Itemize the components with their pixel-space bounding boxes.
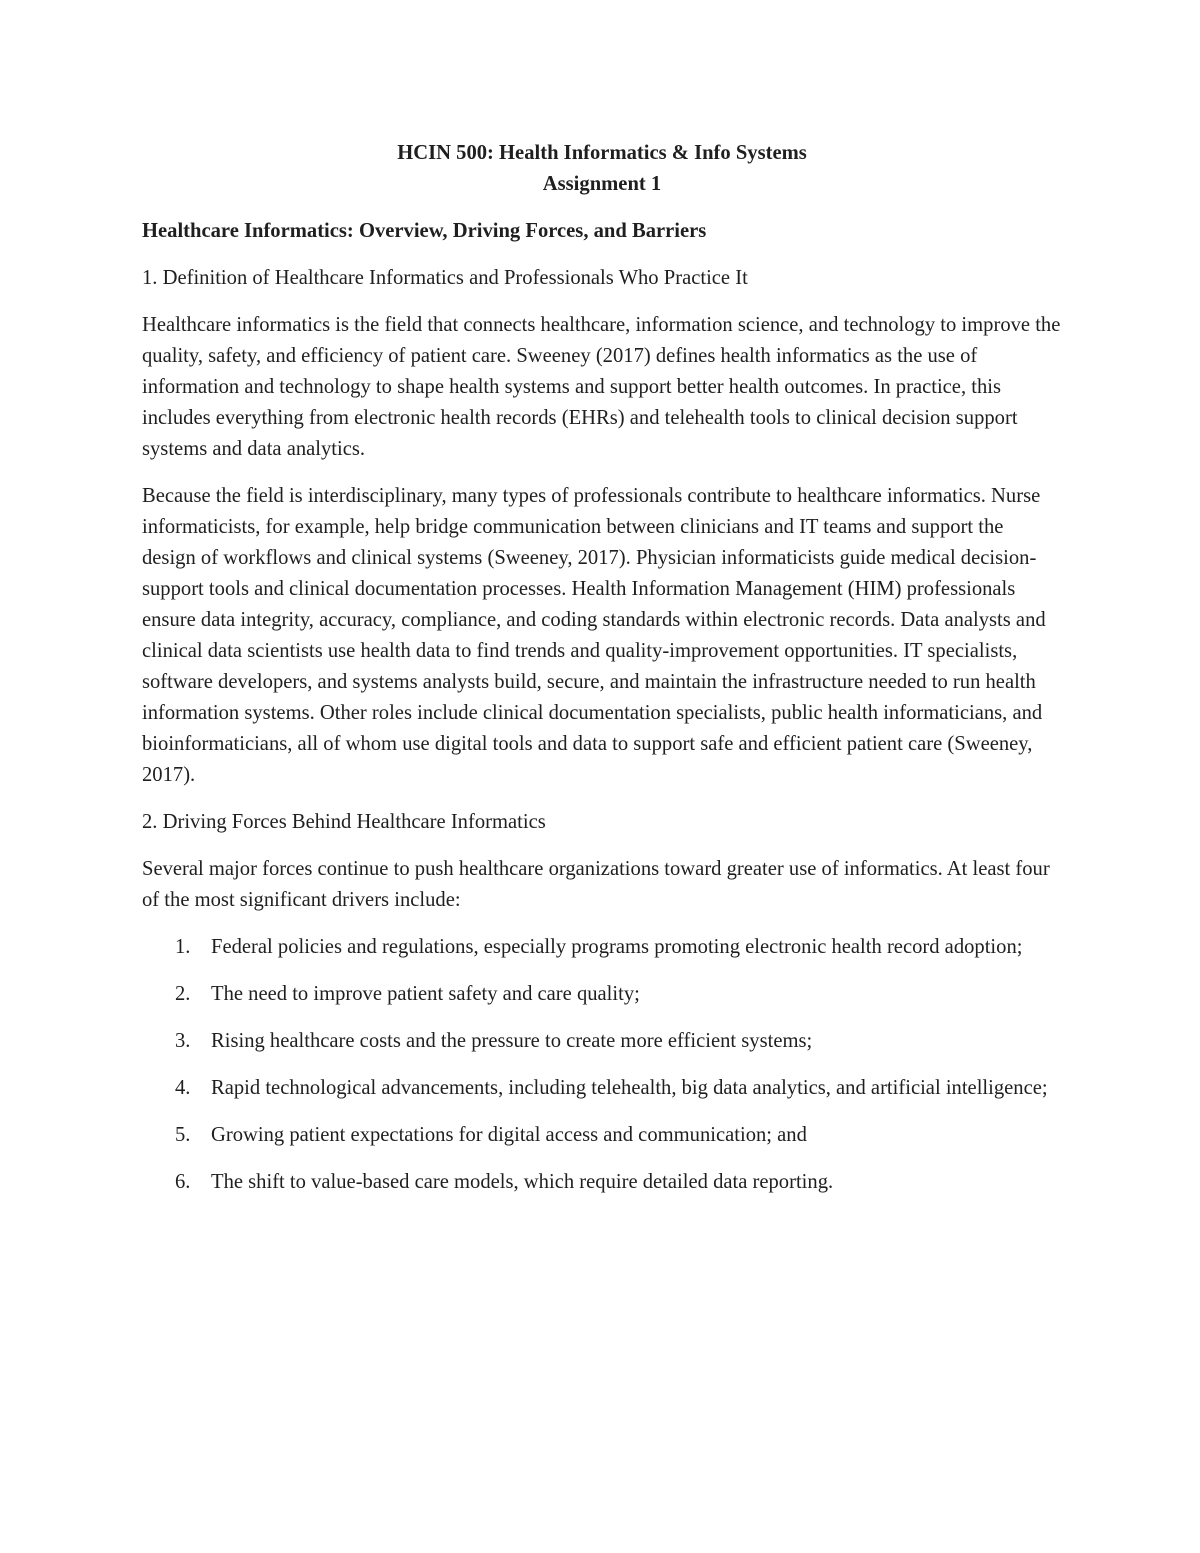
list-item-text: The need to improve patient safety and care quality; (211, 983, 640, 1005)
list-item (142, 932, 1062, 963)
section2-paragraph-1: Several major forces continue to push healthcare organizations toward greater use of informatics. At least four of the most significant drivers include: (142, 858, 1050, 911)
list-item-text: Growing patient expectations for digital access and communication; and (211, 1124, 807, 1146)
document-page (142, 138, 1062, 1214)
list-item (142, 1073, 1062, 1104)
course-title: HCIN 500: Health Informatics & Info Systems (397, 142, 807, 164)
drivers-list (142, 932, 1062, 1198)
list-item (142, 1120, 1062, 1151)
list-item-number: 4. (175, 1077, 191, 1099)
list-item-number: 3. (175, 1030, 191, 1052)
list-item (142, 1167, 1062, 1198)
list-item-text: Rising healthcare costs and the pressure to create more efficient systems; (211, 1030, 813, 1052)
section1-heading: 1. Definition of Healthcare Informatics and Professionals Who Practice It (142, 267, 748, 289)
list-item (142, 1026, 1062, 1057)
list-item-text: Federal policies and regulations, especially programs promoting electronic health record adoption; (211, 936, 1023, 958)
document-subtitle: Healthcare Informatics: Overview, Driving Forces, and Barriers (142, 220, 707, 242)
list-item-number: 6. (175, 1171, 191, 1193)
section1-paragraph-2: Because the field is interdisciplinary, many types of professionals contribute to healthcare informatics. Nurse informaticists, for example, help bridge communication between clinicians and IT teams and support the design of workflows and clinical systems (Sweeney, 2017). Physician informaticists guide medical decision-support tools and clinical documentation processes. Health Information Management (HIM) professionals ensure data integrity, accuracy, compliance, and coding standards within electronic records. Data analysts and clinical data scientists use health data to find trends and quality-improvement opportunities. IT specialists, software developers, and systems analysts build, secure, and maintain the infrastructure needed to run health information systems. Other roles include clinical documentation specialists, public health informaticians, and bioinformaticians, all of whom use digital tools and data to support safe and efficient patient care (Sweeney, 2017). (142, 485, 1046, 786)
list-item (142, 979, 1062, 1010)
list-item-number: 2. (175, 983, 191, 1005)
document-title (142, 138, 1062, 200)
section1-paragraph-1: Healthcare informatics is the field that connects healthcare, information science, and technology to improve the quality, safety, and efficiency of patient care. Sweeney (2017) defines health informatics as the use of information and technology to shape health systems and support better health outcomes. In practice, this includes everything from electronic health records (EHRs) and telehealth tools to clinical decision support systems and data analytics. (142, 314, 1061, 460)
list-item-text: Rapid technological advancements, including telehealth, big data analytics, and artificial intelligence; (211, 1077, 1048, 1099)
list-item-number: 1. (175, 936, 191, 958)
assignment-title: Assignment 1 (542, 173, 662, 195)
list-item-number: 5. (175, 1124, 191, 1146)
list-item-text: The shift to value-based care models, which require detailed data reporting. (211, 1171, 834, 1193)
section2-heading: 2. Driving Forces Behind Healthcare Informatics (142, 811, 546, 833)
